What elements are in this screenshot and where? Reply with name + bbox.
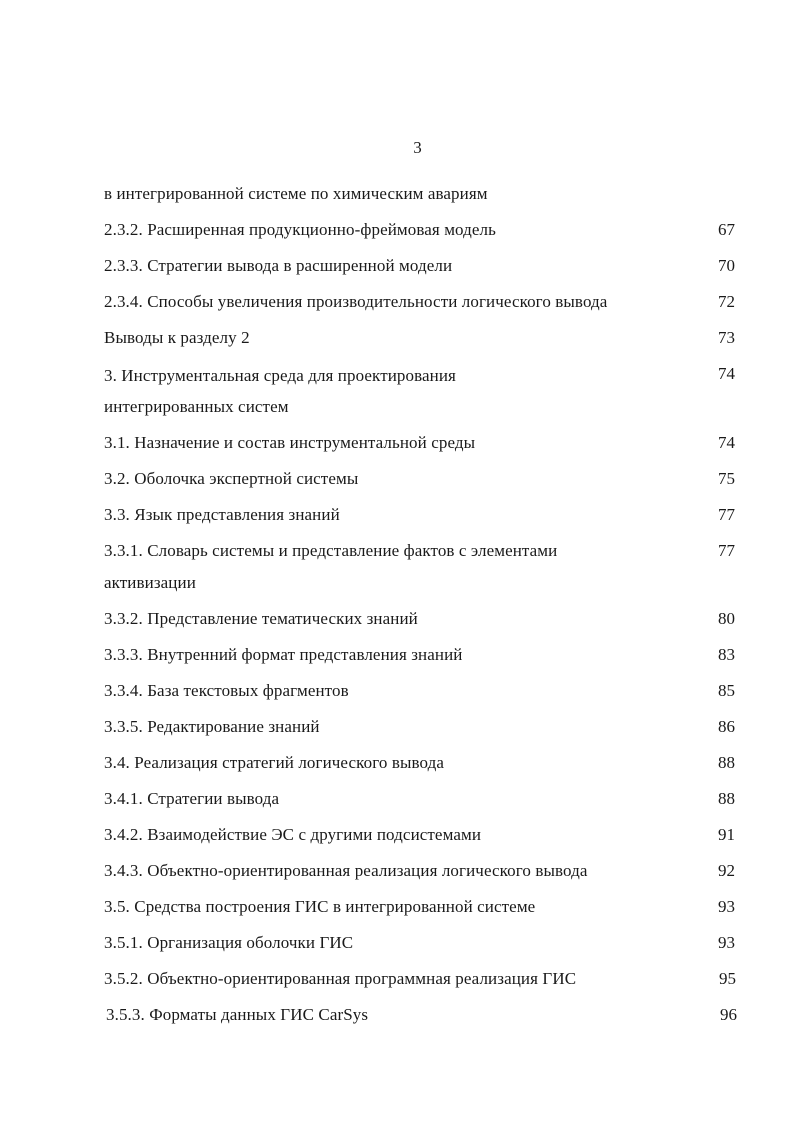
toc-entry-text: 3.4.3. Объектно-ориентированная реализация логического вывода xyxy=(104,861,588,880)
toc-entry-text: интегрированных систем xyxy=(104,397,289,416)
toc-entry-text: в интегрированной системе по химическим авариям xyxy=(104,184,488,203)
toc-entry-page: 86 xyxy=(718,717,735,736)
toc-entry-text: 3.5.3. Форматы данных ГИС CarSys xyxy=(106,1005,369,1024)
toc-entry-text: 3.5. Средства построения ГИС в интегрированной системе xyxy=(104,897,536,916)
toc-entry-text: 3.4.2. Взаимодействие ЭС с другими подсистемами xyxy=(104,825,482,844)
toc-entry-page: 91 xyxy=(718,825,735,844)
toc-entry-page: 67 xyxy=(718,220,735,239)
toc-entry-text: 2.3.2. Расширенная продукционно-фреймовая модель xyxy=(104,220,496,239)
toc-entry-page: 85 xyxy=(718,681,735,700)
toc-entry-page: 80 xyxy=(718,609,735,628)
toc-entry-page: 70 xyxy=(718,256,735,275)
toc-entry-text: 3.2. Оболочка экспертной системы xyxy=(104,469,359,488)
toc-entry-text: 3. Инструментальная среда для проектирования xyxy=(104,366,456,385)
toc-entry-page: 88 xyxy=(718,789,735,808)
toc-entry-text: 3.5.1. Организация оболочки ГИС xyxy=(104,933,354,952)
toc-entry-text: Выводы к разделу 2 xyxy=(104,328,250,347)
toc-entry-page: 93 xyxy=(718,897,735,916)
page-number: 3 xyxy=(413,138,422,157)
toc-entry-page: 95 xyxy=(719,969,736,988)
toc-entry-page: 77 xyxy=(718,505,735,524)
toc-entry-page: 74 xyxy=(718,364,735,383)
toc-entry-text: 3.4.1. Стратегии вывода xyxy=(104,789,280,808)
toc-entry-page: 73 xyxy=(718,328,735,347)
toc-entry-page: 75 xyxy=(718,469,735,488)
toc-entry-text: 3.4. Реализация стратегий логического вывода xyxy=(104,753,444,772)
toc-entry-text: 3.3. Язык представления знаний xyxy=(104,505,340,524)
toc-entry-text: 3.3.4. База текстовых фрагментов xyxy=(104,681,349,700)
toc-entry-page: 93 xyxy=(718,933,735,952)
toc-entry-text: активизации xyxy=(104,573,196,592)
toc-entry-page: 72 xyxy=(718,292,735,311)
toc-entry-page: 83 xyxy=(718,645,735,664)
toc-entry-text: 3.3.3. Внутренний формат представления знаний xyxy=(104,645,463,664)
toc-entry-page: 92 xyxy=(718,861,735,880)
toc-entry-page: 77 xyxy=(718,541,735,560)
toc-entry-text: 2.3.3. Стратегии вывода в расширенной модели xyxy=(104,256,453,275)
toc-entry-text: 3.1. Назначение и состав инструментальной среды xyxy=(104,433,476,452)
toc-entry-text: 3.5.2. Объектно-ориентированная программная реализация ГИС xyxy=(104,969,577,988)
toc-entry-page: 88 xyxy=(718,753,735,772)
toc-entry-text: 2.3.4. Способы увеличения производительности логического вывода xyxy=(104,292,608,311)
toc-entry-text: 3.3.5. Редактирование знаний xyxy=(104,717,320,736)
toc-entry-page: 74 xyxy=(718,433,735,452)
toc-entry-page: 96 xyxy=(720,1005,737,1024)
toc-entry-text: 3.3.1. Словарь системы и представление фактов с элементами xyxy=(104,541,558,560)
toc-entry-text: 3.3.2. Представление тематических знаний xyxy=(104,609,418,628)
